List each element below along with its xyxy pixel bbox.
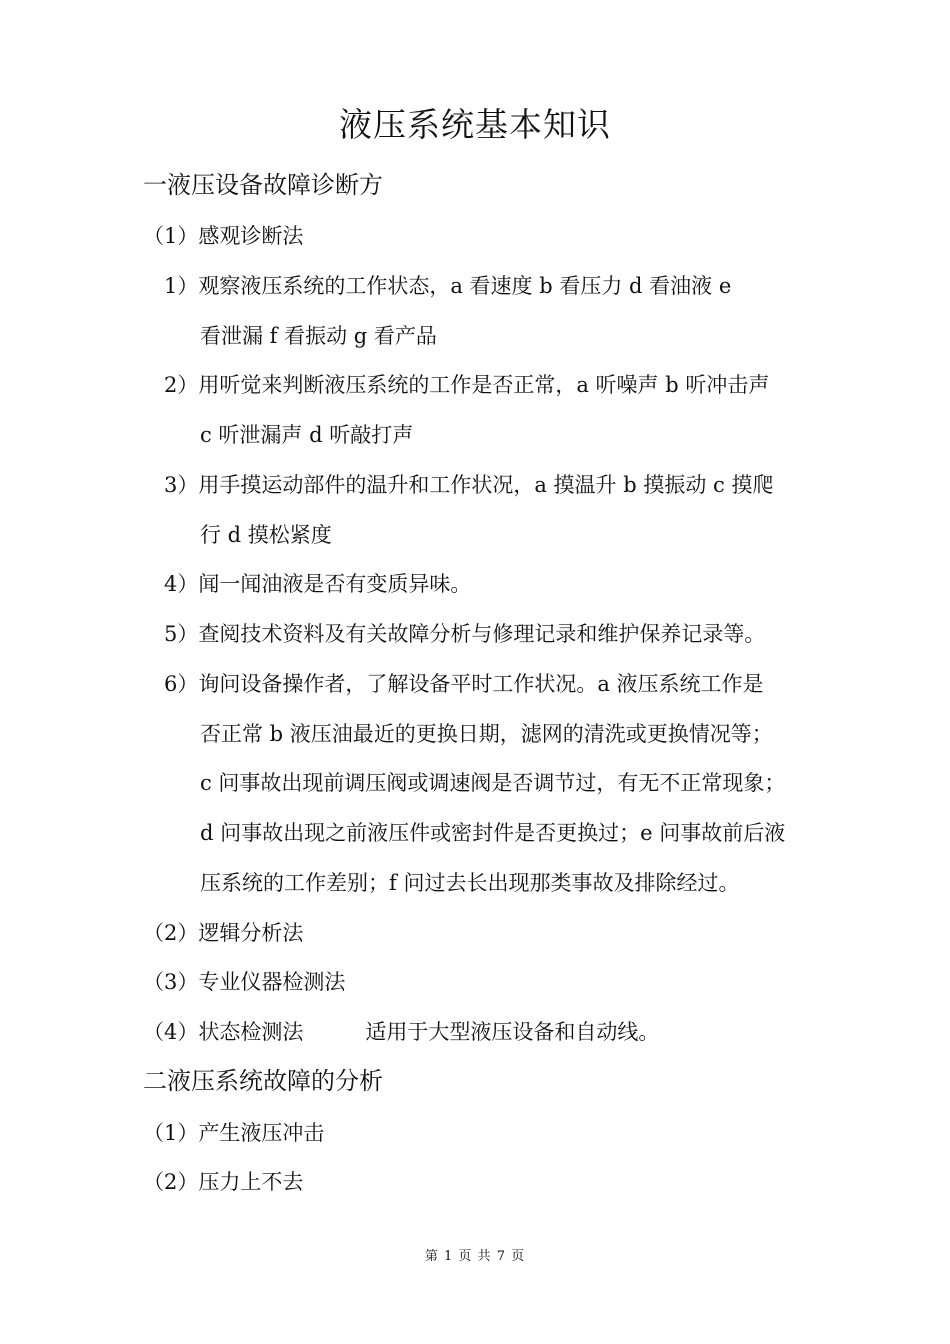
method-4-description: 适用于大型液压设备和自动线。 <box>365 1020 660 1044</box>
document-title: 液压系统基本知识 <box>339 105 611 144</box>
item-6-line-4: d 问事故出现之前液压件或密封件是否更换过；e 问事故前后液 <box>200 821 786 845</box>
item-1-line-1: 1）观察液压系统的工作状态，a 看速度 b 看压力 d 看油液 e <box>164 274 732 298</box>
item-2-line-1: 2）用听觉来判断液压系统的工作是否正常，a 听噪声 b 听冲击声 <box>164 373 770 397</box>
item-6-line-2: 否正常 b 液压油最近的更换日期，滤网的清洗或更换情况等； <box>200 722 773 746</box>
item-4: 4）闻一闻油液是否有变质异味。 <box>164 572 472 596</box>
method-4-label: （4）状态检测法 <box>143 1020 304 1044</box>
item-6-line-1: 6）询问设备操作者，了解设备平时工作状况。a 液压系统工作是 <box>164 672 764 696</box>
item-5: 5）查阅技术资料及有关故障分析与修理记录和维护保养记录等。 <box>164 622 766 646</box>
section-heading-1: 一液压设备故障诊断方 <box>143 171 383 199</box>
page-footer: 第 1 页 共 7 页 <box>424 1249 526 1264</box>
section-heading-2: 二液压系统故障的分析 <box>143 1067 383 1095</box>
item-3-line-1: 3）用手摸运动部件的温升和工作状况，a 摸温升 b 摸振动 c 摸爬 <box>164 473 774 497</box>
item-3-line-2: 行 d 摸松紧度 <box>200 523 332 547</box>
method-4 <box>143 1017 659 1047</box>
analysis-item-1: （1）产生液压冲击 <box>143 1121 325 1145</box>
analysis-item-2: （2）压力上不去 <box>143 1170 304 1194</box>
method-3: （3）专业仪器检测法 <box>143 970 346 994</box>
item-6-line-3: c 问事故出现前调压阀或调速阀是否调节过，有无不正常现象； <box>200 771 786 795</box>
item-2-line-2: c 听泄漏声 d 听敲打声 <box>200 423 414 447</box>
method-2: （2）逻辑分析法 <box>143 921 304 945</box>
item-1-line-2: 看泄漏 f 看振动 g 看产品 <box>200 324 437 348</box>
method-1: （1）感观诊断法 <box>143 224 304 248</box>
item-6-line-5: 压系统的工作差别；f 问过去长出现那类事故及排除经过。 <box>200 871 740 895</box>
